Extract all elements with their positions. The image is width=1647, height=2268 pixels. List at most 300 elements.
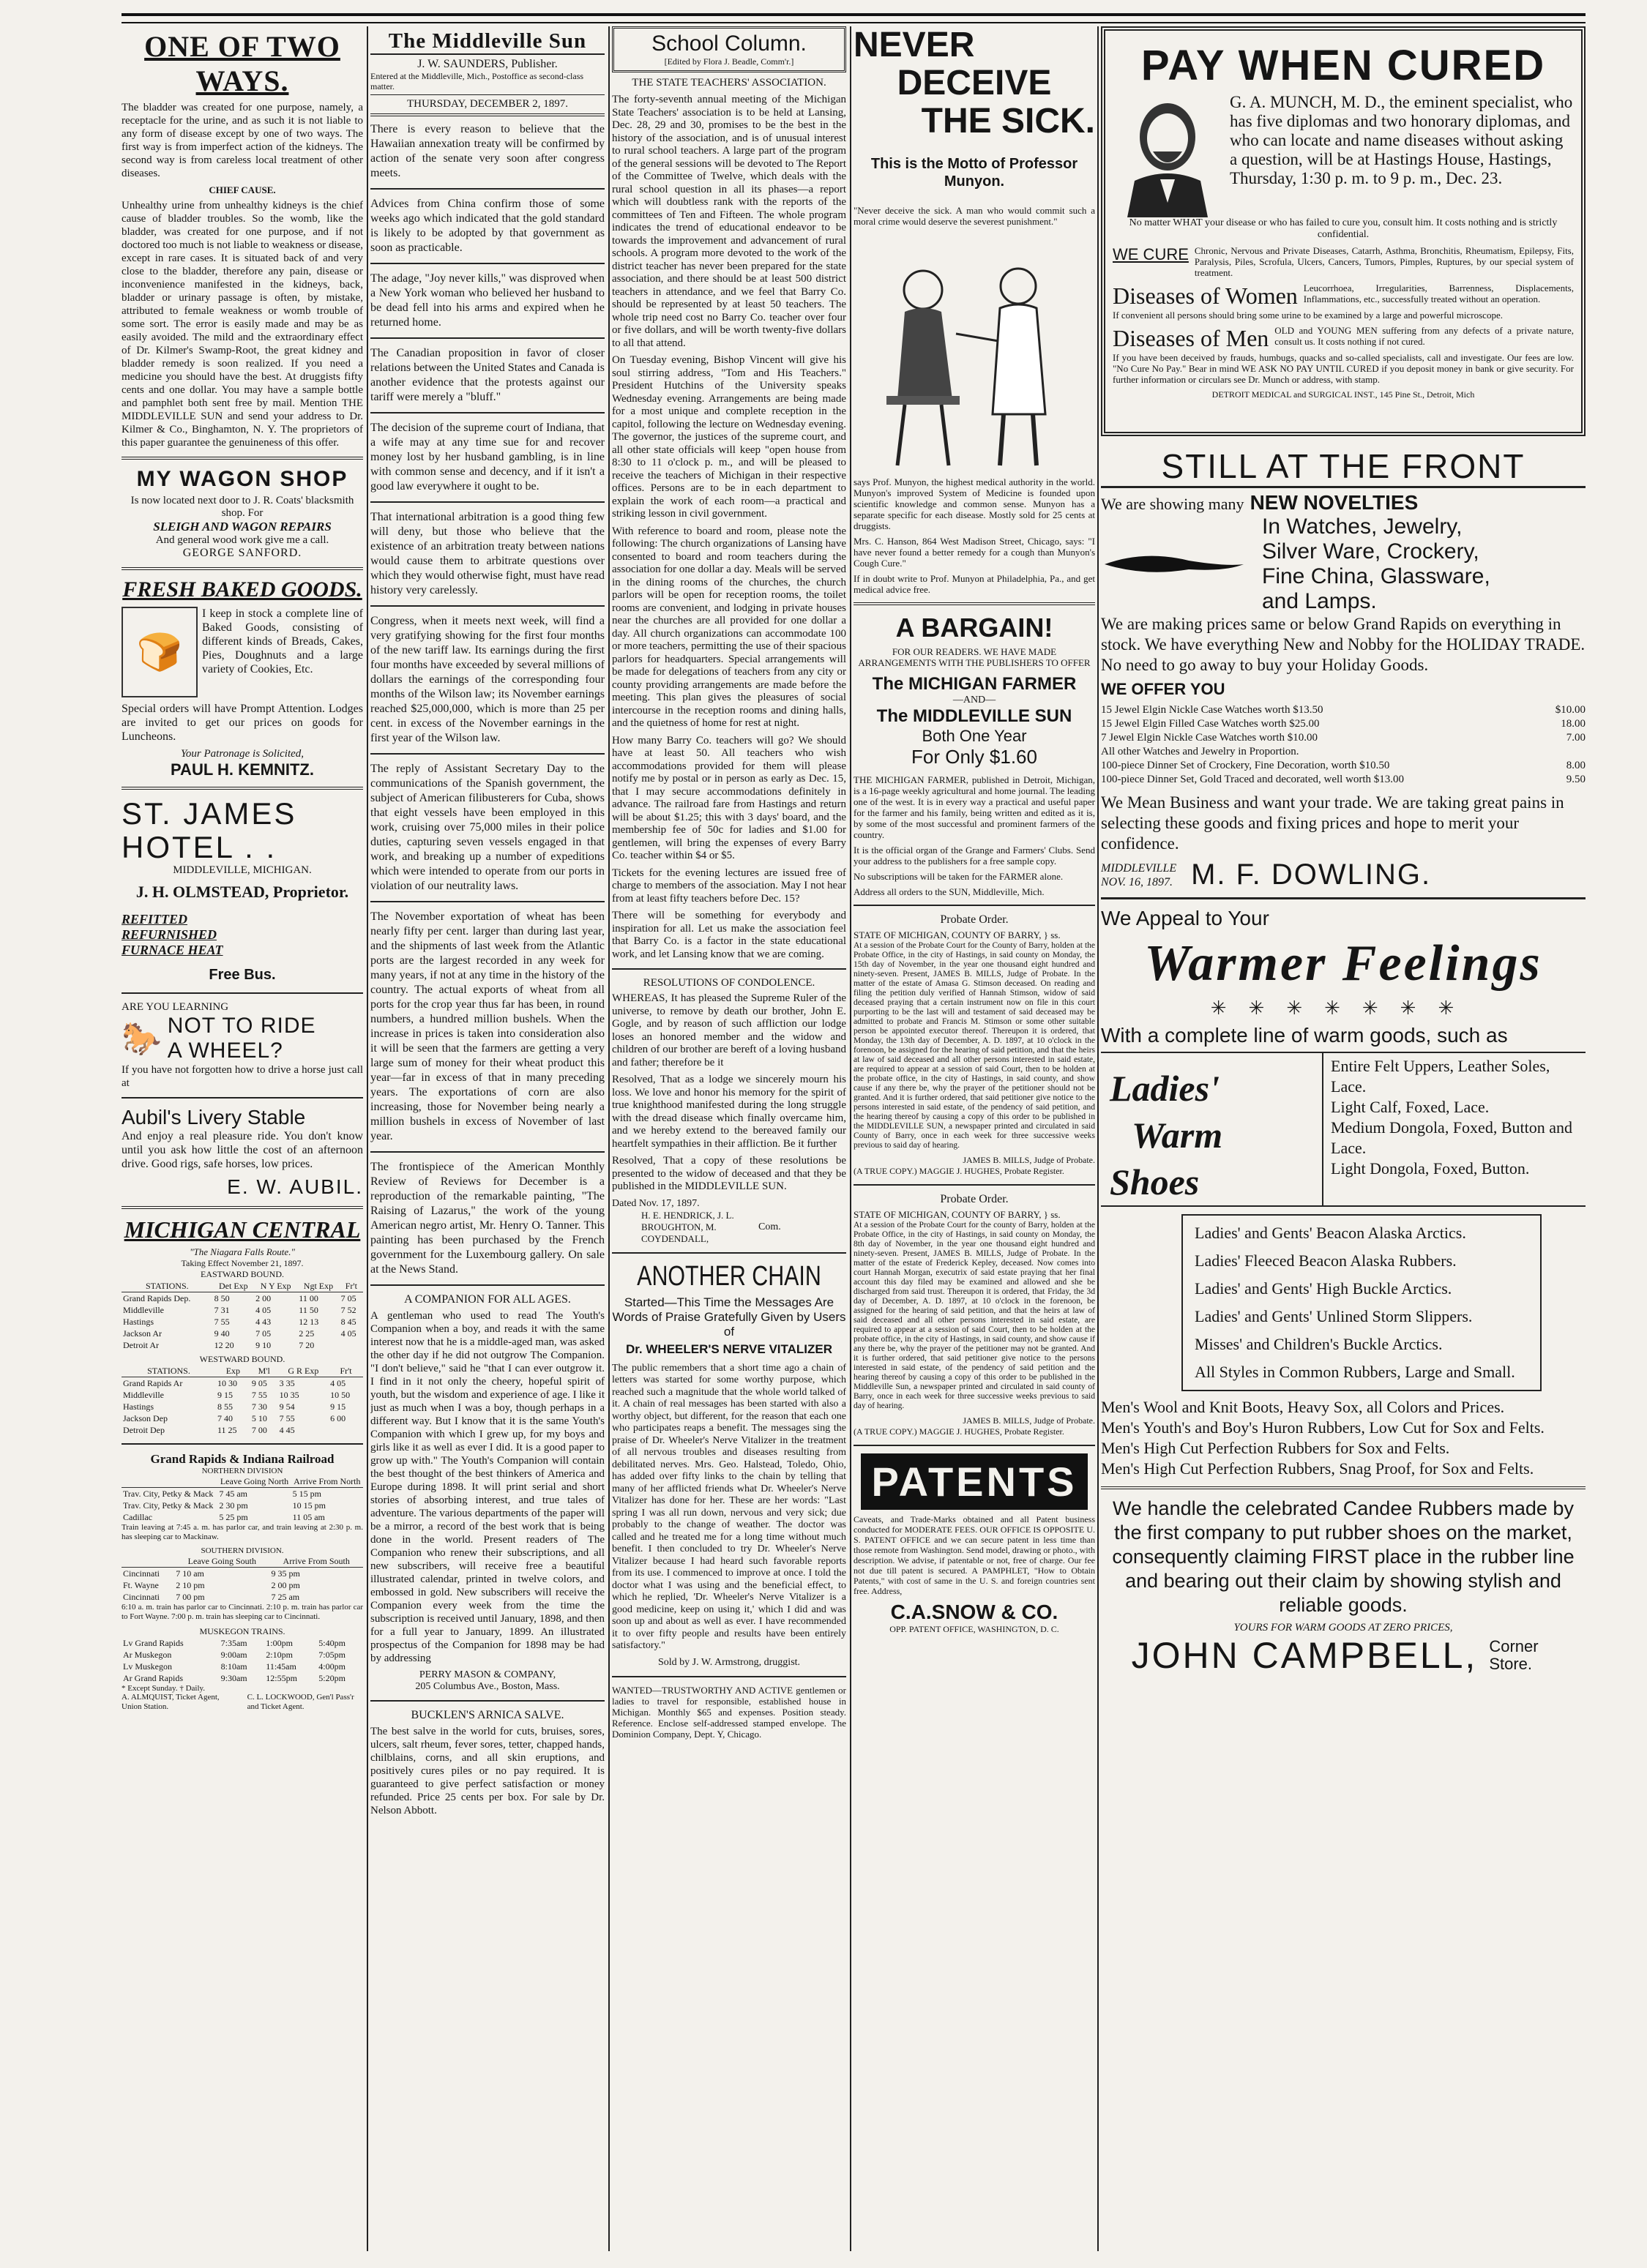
table-cell: 7 55	[214, 1317, 230, 1327]
table-cell: 2 30 pm	[219, 1500, 248, 1511]
never-headline: THE SICK.	[921, 102, 1095, 141]
ad-text: We are showing many	[1101, 495, 1244, 513]
masthead-title: The Middleville Sun	[370, 29, 605, 55]
table-header: STATIONS.	[122, 1365, 216, 1377]
divider	[854, 1445, 1095, 1446]
offer-row	[1101, 731, 1586, 745]
table-cell: Lv Muskegon	[123, 1661, 172, 1672]
table-cell: Grand Rapids Dep.	[123, 1293, 191, 1303]
timetable-south	[122, 1555, 363, 1603]
divider	[122, 1097, 363, 1099]
bargain-title: A BARGAIN!	[895, 613, 1053, 643]
timetable-note: Train leaving at 7:45 a. m. has parlor car, and train leaving at 2:30 p. m. has sleeping car to Mackinaw.	[122, 1523, 363, 1541]
ad-text: We Mean Business and want your trade. We are taking great pains in selecting these goods and fixing prices and hope to merit your confidence.	[1101, 793, 1564, 853]
offer-price: $10.00	[1555, 704, 1586, 716]
table-cell: 7 30	[251, 1401, 267, 1412]
article-paragraph: A gentleman who used to read The Youth's Companion when a boy, and reads it with the same interest now that he is a middle-aged man, was asked the other day if he did not outgrow The Companion. "I don't believe," said he "that I can ever outgrow it. I find in it not only the cheery, hopeful spirit of youth, but the wisdom and experience of age. I like it just as much when I was a boy, though perhaps in a different way. But I know that it is the same Youth's Companion with which I grew up, for my boys and girls like it as well as ever I did. It is a good paper to grow up with." The Youth's Companion will contain the best thought of the best thinkers of America and Europe during 1898. It will print serial and short stories of absorbing interest, and true tales of adventure. The various departments of the paper will be a mirror, a record of the best work that is being done in the world. Present readers of The Companion who renew their subscriptions, and all new subscribers, will receive free a beautiful illustrated calendar, printed in twelve colors, and embossed in gold. New subscribers will receive the Companion every week from the time the subscription is received until January, 1898, and then for a full year to January, 1899. An illustrated prospectus of the Companion for 1898 may be had by addressing	[370, 1310, 605, 1664]
divider	[370, 1151, 605, 1153]
star-ornaments-icon: ✳✳✳✳✳✳✳	[1210, 998, 1476, 1019]
table-cell: 7 00	[251, 1425, 267, 1435]
munch-ad-text: G. A. MUNCH, M. D., the eminent specialist, who has five diplomas and two honorary diplomas, and who can locate and name diseases without asking a question, will be at Hastings House, Hastings, Thursday, 1:30 p. m. to 9 p. m., Dec. 23.	[1230, 93, 1573, 187]
ad-signature: GEORGE SANFORD.	[182, 547, 302, 559]
article-paragraph: On Tuesday evening, Bishop Vincent will give his soul stirring address, "Tom and His Teachers." President Hutchins of the University speaks Wednesday evening. Arrangements are being made for a most unique and complete reception in the capitol, following the lecture on Wednesday evening. The governor, the justices of the supreme court, and all other state officials will keep "open house from 8:30 to 11 o'clock p. m., and will be pleased to receive the teachers of Michigan in their respective offices. Persons are to be in each department to explain the work of each room—a practical and striking lesson in civil government.	[612, 354, 846, 520]
list-item: Light Calf, Foxed, Lace.	[1331, 1098, 1490, 1116]
ladies-label: Warm	[1132, 1115, 1223, 1156]
article-title: THE STATE TEACHERS' ASSOCIATION.	[632, 77, 826, 89]
table-cell: 6 00	[330, 1413, 346, 1423]
complete-line: With a complete line of warm goods, such as	[1101, 1024, 1508, 1047]
divider	[122, 787, 363, 790]
ad-quote: "Never deceive the sick. A man who would commit such a moral crime would deserve the severest punishment."	[854, 205, 1095, 227]
table-cell: 11 25	[217, 1425, 237, 1435]
divider	[370, 501, 605, 503]
table-cell: 9:00am	[220, 1650, 247, 1660]
hotel-proprietor: J. H. OLMSTEAD, Proprietor.	[135, 883, 349, 901]
railroad-subtitle: "The Niagara Falls Route."	[190, 1246, 295, 1257]
table-row	[122, 1304, 363, 1316]
column-divider	[608, 26, 610, 2251]
article-title: RESOLUTIONS OF CONDOLENCE.	[643, 977, 815, 989]
ad-text: No matter WHAT your disease or who has failed to cure you, consult him. It costs nothing and is strictly confidential.	[1129, 217, 1558, 240]
table-cell: Grand Rapids Ar	[123, 1378, 183, 1388]
table-cell: 9:30am	[220, 1673, 247, 1683]
hotel-feature: FURNACE HEAT	[122, 943, 223, 957]
timetable-note: * Except Sunday. † Daily.	[122, 1684, 206, 1693]
table-row	[122, 1377, 363, 1390]
column-3	[612, 26, 846, 2251]
we-cure-label: WE CURE	[1113, 245, 1189, 263]
table-row	[122, 1568, 363, 1580]
munch-ad	[1101, 26, 1586, 436]
editorial-paragraph: The November exportation of wheat has been nearly fifty per cent. larger than during last year, and the shipments of last week from the Atlantic ports are the largest recorded in any week for many years, if not at any time in the history of the country. The actual exports of wheat from all ports for the crop year thus far has been, in round numbers, a hundred million bushels. When the increase in prices is taken into consideration also it will be seen that the farmers are getting a very large sum of money for their wheat product this year—far in excess of that in many preceding years. The exportations of corn are also increasing, those for November being nearly a million bushels in excess of November of last year.	[370, 910, 605, 1142]
ad-text: If you have been deceived by frauds, humbugs, quacks and so-called specialists, call and investigate. Our fees are low. "No Cure No Pay." Bear in mind WE ASK NO PAY UNTIL CURED if you deposit money in bank or give security. For further information or circulars see Dr. Munch or address, with stamp.	[1113, 352, 1574, 385]
table-cell: Detroit Ar	[123, 1340, 159, 1350]
warmer-feelings-title: Warmer Feelings	[1144, 935, 1542, 992]
list-item: Medium Dongola, Foxed, Button and Lace.	[1331, 1118, 1572, 1157]
hotel-place: MIDDLEVILLE, MICHIGAN.	[173, 864, 312, 876]
divider	[370, 753, 605, 755]
men-title: Diseases of Men	[1113, 325, 1269, 351]
candee-text: We handle the celebrated Candee Rubbers made by the first company to put rubber shoes on the market, consequently claiming FIRST place in the rubber line and bearing out their claim by showing stylish and reliable goods.	[1112, 1497, 1575, 1616]
ad-text: Chronic, Nervous and Private Diseases, Catarrh, Asthma, Bronchitis, Rheumatism, Epilepsy, Fits, Paralysis, Piles, Scrofula, Ulcers, Cancers, Tumors, Pimples, Ruptures, by our special system of treatment.	[1194, 245, 1574, 278]
table-cell: 7 52	[340, 1305, 356, 1315]
two-ways-title: ONE OF TWO WAYS.	[144, 30, 340, 97]
subheading: CHIEF CAUSE.	[209, 184, 276, 195]
divider	[122, 992, 363, 994]
table-cell: 1:00pm	[266, 1638, 293, 1648]
article-paragraph: With reference to board and room, please note the following: The church organizations of Lansing have consented to board and room teachers during the association for one dollar a day. Meals will be served in the dining rooms of the churches, the church parlors will be open for reception rooms, the toilet rooms are convenient, and lodging in private houses near the churches are all provided for one dollar a day. All church organizations can accommodate 100 or more teachers, permitting the use of their spacious parlors for headquarters. Special arrangements will be made for delegations of teachers from any city or county providing arrangements are made before the meeting. This plan gives the pleasures of social intercourse in the reception rooms and dining halls, and the quietness of home for rest at night.	[612, 525, 846, 729]
timetable-west	[122, 1365, 363, 1436]
list-item: Misses' and Children's Buckle Arctics.	[1195, 1335, 1443, 1353]
table-cell: 7 55	[251, 1390, 267, 1400]
ad-text: FOR OUR READERS. WE HAVE MADE ARRANGEMENTS WITH THE PUBLISHERS TO OFFER	[858, 646, 1091, 668]
baked-goods-title: FRESH BAKED GOODS.	[122, 577, 362, 602]
divider	[370, 263, 605, 264]
table-row	[122, 1672, 363, 1684]
table-cell: Ar Grand Rapids	[123, 1673, 183, 1683]
bargain-price: For Only $1.60	[911, 746, 1037, 768]
offer-list	[1101, 703, 1586, 787]
table-cell: 7 20	[299, 1340, 315, 1350]
table-header: M'l	[250, 1365, 278, 1377]
chain-product: Dr. WHEELER'S NERVE VITALIZER	[625, 1341, 833, 1356]
offer-price: 8.00	[1566, 760, 1586, 771]
table-cell: 4 05	[255, 1305, 272, 1315]
legal-notice: At a session of the Probate Court for the County of Barry, holden at the Probate Office, in the city of Hastings, in said county on Monday, the 15th day of November, in the year one thousand eight hundred and ninety-seven. Present, JAMES B. MILLS, Judge of Probate. In the matter of the estate of Amasa G. Stimson deceased. On reading and filing the petition duly verified of Hannah Stimson, widow of said deceased praying that a certain instrument now on file in this court purporting to be the last will and testament of said deceased may be admitted to probate and Francis M. Stimson or some other suitable person be appointed executor thereof. Thereupon it is ordered, that Monday, the 13th day of December, A. D. 1897, at 10 o'clock in the forenoon, be assigned for the hearing of said petition, and that the heirs at law of said deceased and all other persons interested in said estate, are required to appear at a session of said Court, then to be holden at the probate office, in the city of Hastings, in said county, and show cause if any there be, why the prayer of the petitioner should not be granted. And it is further ordered, that said petitioner give notice to the persons interested in said estate, of the pendency of said petition, and the hearing thereof by causing a copy of this order to be published in the MIDDLEVILLE SUN, a newspaper printed and circulated in said County of Barry, once in each week for three successive weeks previous to said day of hearing.	[854, 941, 1095, 1150]
divider	[370, 1700, 605, 1702]
table-cell: 5:20pm	[318, 1673, 346, 1683]
timetable-heading: NORTHERN DIVISION	[201, 1467, 283, 1475]
timetable-east	[122, 1280, 363, 1351]
offer-row	[1101, 717, 1586, 731]
list-item: Entire Felt Uppers, Leather Soles, Lace.	[1331, 1057, 1550, 1096]
table-cell: Hastings	[123, 1401, 154, 1412]
divider	[370, 605, 605, 607]
patents-company: C.A.SNOW & CO.	[890, 1601, 1058, 1623]
table-cell: Cincinnati	[123, 1568, 160, 1579]
article-title: BUCKLEN'S ARNICA SALVE.	[411, 1709, 564, 1721]
offer-item: 15 Jewel Elgin Filled Case Watches worth $25.00	[1101, 718, 1320, 730]
table-header	[122, 1475, 217, 1488]
table-header: Arrive From North	[291, 1475, 363, 1488]
article-paragraph: Unhealthy urine from unhealthy kidneys is the chief cause of bladder troubles. So the womb, like the bladder, was created for one purpose, and if not doctored too much is not liable to weakness or disease, except in rare cases. It is situated back of and very close to the bladder, therefore any pain, disease or inconvenience manifested in the kidneys, back, bladder or urinary passage is often, by mistake, attributed to female weakness or womb trouble of some sort. The error is easily made and may be as easily avoided. The mild and the extraordinary effect of Dr. Kilmer's Swamp-Root, the great kidney and bladder remedy is soon realized. If you need a medicine you should have the best. At druggists fifty cents and one dollar. You may have a sample bottle and pamphlet both sent free by mail. Mention THE MIDDLEVILLE SUN and send your address to Dr. Kilmer & Co., Binghamton, N. Y. The proprietors of this paper guarantee the genuineness of this offer.	[122, 200, 363, 449]
divider	[1101, 1486, 1586, 1489]
article-paragraph: Resolved, That a copy of these resolutions be presented to the widow of deceased and that they be published in the MIDDLEVILLE SUN.	[612, 1155, 846, 1192]
table-cell: 9 35 pm	[271, 1568, 300, 1579]
wagon-shop-title: MY WAGON SHOP	[136, 467, 348, 491]
article-paragraph: The bladder was created for one purpose, namely, a receptacle for the urine, and as such it is not liable to any form of disease except by one of two ways. The first way is from imperfect action of the kidneys. The second way is from careless local treatment of other diseases.	[122, 102, 363, 179]
table-cell: 11 00	[299, 1293, 318, 1303]
school-column-editor: [Edited by Flora J. Beadle, Comm'r.]	[664, 56, 794, 67]
ad-text: —AND—	[952, 695, 996, 706]
timetable-heading: MUSKEGON TRAINS.	[199, 1626, 285, 1636]
corner-store: Corner Store.	[1489, 1637, 1539, 1673]
ad-text: We are making prices same or below Grand Rapids on everything in stock. We have everything New and Nobby for the HOLIDAY TRADE. No need to go away to buy your Holiday Goods.	[1101, 615, 1586, 674]
ad-headline: A WHEEL?	[167, 1038, 283, 1063]
institute-address: DETROIT MEDICAL and SURGICAL INST., 145 Pine St., Detroit, Mich	[1211, 389, 1475, 400]
table-cell: 8 50	[214, 1293, 230, 1303]
editorial-paragraph: Congress, when it meets next week, will find a very gratifying showing for the first four months of the new tariff law. Its earnings during the first four months have exceeded by several millions of dollars the earnings of the corresponding four months of the Wilson law; its November earnings reached $25,000,000, which is more than 25 per cent. in excess of the November earnings in the first year of the Wilson law.	[370, 615, 605, 744]
rubber-list	[1195, 1223, 1528, 1382]
table-row	[122, 1389, 363, 1401]
table-cell: 4 45	[279, 1425, 295, 1435]
table-cell: 8 45	[340, 1317, 356, 1327]
divider	[370, 412, 605, 413]
table-cell: 7:35am	[220, 1638, 247, 1648]
timetable-heading: EASTWARD BOUND.	[201, 1269, 284, 1279]
offer-price: 7.00	[1566, 732, 1586, 744]
list-item: All Styles in Common Rubbers, Large and Small.	[1195, 1363, 1515, 1381]
table-row	[122, 1511, 363, 1523]
table-cell: 12 20	[214, 1340, 234, 1350]
ad-text: If you have not forgotten how to drive a horse just call at	[122, 1064, 363, 1089]
table-cell: 10 50	[330, 1390, 351, 1400]
ad-text: SLEIGH AND WAGON REPAIRS	[153, 520, 332, 534]
article-address: 205 Columbus Ave., Boston, Mass.	[415, 1681, 560, 1692]
table-header: Fr't	[329, 1365, 363, 1377]
never-headline: NEVER	[854, 26, 975, 64]
table-cell	[340, 1339, 363, 1351]
table-cell: 7 31	[214, 1305, 230, 1315]
probate-heading: STATE OF MICHIGAN, COUNTY OF BARRY, } ss.	[854, 929, 1061, 940]
table-row	[122, 1591, 363, 1603]
offer-item: 7 Jewel Elgin Nickle Case Watches worth $10.00	[1101, 732, 1318, 744]
list-item: Men's Wool and Knit Boots, Heavy Sox, all Colors and Prices.	[1101, 1398, 1505, 1416]
table-header: Exp	[216, 1365, 250, 1377]
pay-when-cured-title: PAY WHEN CURED	[1140, 42, 1546, 89]
offer-item: 100-piece Dinner Set of Crockery, Fine Decoration, worth $10.50	[1101, 760, 1390, 771]
table-cell: 5 25 pm	[219, 1512, 248, 1522]
column-5	[1101, 26, 1586, 2251]
divider	[122, 457, 363, 460]
article-paragraph: WHEREAS, It has pleased the Supreme Ruler of the universe, to remove by death our brother, John E. Gogle, and by reason of such affliction our lodge loses an honored member and the widow and children of our brother are bereft of a loving husband and father; therefore be it	[612, 992, 846, 1068]
ad-text: I keep in stock a complete line of Baked Goods, consisting of different kinds of Breads, Cakes, Pies, Doughnuts and a large variety of Cookies, Etc.	[202, 607, 363, 675]
appeal-heading: We Appeal to Your	[1101, 907, 1269, 929]
hotel-bus: Free Bus.	[209, 967, 276, 983]
probate-copy: (A TRUE COPY.) MAGGIE J. HUGHES, Probate Register.	[854, 1426, 1064, 1437]
editorial-paragraph: The Canadian proposition in favor of closer relations between the United States and Canada is another evidence that the protests against our tariff were merely a "bluff."	[370, 347, 605, 403]
ad-text: If convenient all persons should bring some urine to be examined by a large and powerful microscope.	[1113, 310, 1503, 321]
ladies-label: Ladies'	[1110, 1068, 1220, 1109]
offer-row	[1101, 759, 1586, 773]
learning-text: ARE YOU LEARNING	[122, 1001, 229, 1013]
table-cell: 9 10	[255, 1340, 272, 1350]
editorial-paragraph: The reply of Assistant Secretary Day to the communications of the Spanish government, the subject of American filibusterers for Cuba, shows that eight vessels have been employed in this work, cruising over 75,000 miles in their police duties, capturing seven vessels engaged in that work, and breaking up a number of expeditions which were intended to operate from our ports in violation of our neutrality laws.	[370, 763, 605, 892]
table-cell: 2 25	[299, 1328, 315, 1339]
list-item: Men's High Cut Perfection Rubbers, Snag Proof, for Sox and Felts.	[1101, 1459, 1534, 1478]
table-cell: 9 05	[251, 1378, 267, 1388]
article-paragraph: The best salve in the world for cuts, bruises, sores, ulcers, salt rheum, fever sores, tetter, chapped hands, chilblains, corns, and all skin eruptions, and positively cures piles or no pay required. It is guaranteed to give perfect satisfaction or money refunded. Price 25 cents per box. For sale by Dr. Nelson Abbott.	[370, 1726, 605, 1816]
article-paragraph: The public remembers that a short time ago a chain of letters was started for some worthy purpose, which reached such a magnitude that the whole world talked of it. A chain of real messages has been started with also a worthy object, but different, for the reason that each one who participates reaps a benefit. The messages sing the praise of Dr. Wheeler's Nerve Vitalizer in the treatment of all nervous troubles and diseases resulting from debilitated nerves. Mrs. Geo. Halstead, Toledo, Ohio, has added over fifty links to the chain by telling that many of her afflicted friends what Dr. Wheeler's Nerve Vitalizer has done for her. These are her words: "Last spring I was all run down, nervous and very sick; due probably to the change of weather. The doctor was called and he treated me for a long time without much benefit. I then concluded to try Dr. Wheeler's Nerve Vitalizer because I had heard such favorable reports from its use. I commenced to improve at once. I told the doctor what I was using and the beneficial effect, to which he replied, 'Dr. Wheeler's Nerve Vitalizer is a good medicine, keep on using it,' which I did and was soon up and about as well as ever. I have recommended it to over fifty people and results have been entirely satisfactory."	[612, 1362, 846, 1651]
ad-text: Mrs. C. Hanson, 864 West Madison Street, Chicago, says: "I have never found a better remedy for a cough than Munyon's Cough Cure."	[854, 536, 1095, 569]
table-cell: Detroit Dep	[123, 1425, 165, 1435]
table-cell: 11:45am	[266, 1661, 296, 1672]
editorial-paragraph: The decision of the supreme court of Indiana, that a wife may at any time sue for and recover money lost by her husband gambling, is in line with common sense and decency, and if it isn't a good law everywhere it ought to be.	[370, 422, 605, 493]
women-title: Diseases of Women	[1113, 282, 1298, 309]
top-rule	[122, 13, 1586, 23]
timetable-north	[122, 1475, 363, 1523]
divider	[122, 1443, 363, 1445]
offer-price: 9.50	[1566, 774, 1586, 785]
yours-line: YOURS FOR WARM GOODS AT ZERO PRICES,	[1233, 1622, 1453, 1633]
table-cell: 2 10 pm	[176, 1580, 205, 1590]
agent-name: C. L. LOCKWOOD, Gen'l Pass'r and Ticket Agent.	[247, 1693, 354, 1711]
probate-copy: (A TRUE COPY.) MAGGIE J. HUGHES, Probate Register.	[854, 1166, 1064, 1176]
offer-price: 18.00	[1561, 718, 1586, 730]
patents-banner	[861, 1453, 1088, 1510]
table-row	[122, 1339, 363, 1351]
list-item: Ladies' and Gents' Beacon Alaska Arctics.	[1195, 1224, 1466, 1242]
ad-signature: PAUL H. KEMNITZ.	[171, 760, 314, 779]
legal-notice: At a session of the Probate Court for the county of Barry, holden at the Probate Office, in the city of Hastings, in said county on Monday, the 8th day of November, in the year one thousand eight hundred and ninety-seven. Present, JAMES B. MILLS, Judge of Probate. In the matter of the estate of Frederick Kepley, deceased. Now comes into court Hannah Morgan, executrix of said estate praying that her final account this day filed may be examined and allowed and she be discharged from said trust. Thereupon it is ordered, that Friday, the 3d day of December, A. D. 1897, at 10 o'clock in the forenoon, be assigned for the hearing of said petition, and that the heirs at law of said deceased and all other persons interested in said estate, are required to appear at a session of said Court, then to be holden at the probate office, in the city of Hastings, in said county, and show cause if any there be, why the prayer of the petitioner may not be granted. And it is further ordered, that said petitioner give notice to the persons interested in said estate, of the pendency of said petition and the hearing thereof by causing a copy of this order to be published in the Middleville Sun, a newspaper printed and circulated in said county of Barry, once in each week for three successive weeks previous to said day of hearing.	[854, 1221, 1095, 1410]
column-1	[122, 26, 363, 2251]
editorial-paragraph: The adage, "Joy never kills," was disproved when a New York woman who believed her husband to be dead fell into his arms and expired when he returned home.	[370, 272, 605, 329]
article-address: PERRY MASON & COMPANY,	[419, 1669, 556, 1680]
table-cell: 7 10 am	[176, 1568, 204, 1579]
list-item: Men's Youth's and Boy's Huron Rubbers, Low Cut for Sox and Felts.	[1101, 1418, 1545, 1437]
probate-title: Probate Order.	[940, 1193, 1009, 1205]
table-row	[122, 1500, 363, 1511]
table-row	[122, 1637, 363, 1649]
table-header: Det Exp	[213, 1280, 254, 1292]
divider	[370, 901, 605, 902]
table-row	[122, 1412, 363, 1424]
offer-row	[1101, 745, 1586, 759]
ad-text: Is now located next door to J. R. Coats' blacksmith shop. For	[130, 495, 354, 519]
timetable-heading: SOUTHERN DIVISION.	[201, 1546, 284, 1555]
editorial-paragraph: That international arbitration is a good thing few will deny, but those who believe that the existence of an arbitration treaty between nations would cause them to arbitrate questions over which they would otherwise fight, must have read history very carelessly.	[370, 511, 605, 596]
table-header: G R Exp	[278, 1365, 329, 1377]
table-cell: 9 15	[217, 1390, 233, 1400]
divider	[370, 188, 605, 190]
probate-heading: STATE OF MICHIGAN, COUNTY OF BARRY, } ss.	[854, 1209, 1061, 1220]
table-cell: 9 54	[279, 1401, 295, 1412]
doctor-portrait-icon	[1113, 93, 1222, 217]
table-cell: 7 00 pm	[176, 1592, 205, 1602]
ad-text: Caveats, and Trade-Marks obtained and all Patent business conducted for MODERATE FEES. OUR OFFICE IS OPPOSITE U. S. PATENT OFFICE and we can secure patent in less time than those remote from Washington. Send model, drawing or photo., with description. We advise, if patentable or not, free of charge. Our fee not due till patent is secured. A PAMPHLET, "How to Obtain Patents," with cost of same in the U. S. and foreign countries sent free. Address,	[854, 1514, 1095, 1596]
horse-icon: 🐎	[122, 1021, 162, 1057]
livery-title: Aubil's Livery Stable	[122, 1106, 306, 1129]
divider	[122, 567, 363, 570]
patents-title: PATENTS	[871, 1459, 1078, 1505]
article-paragraph: There will be something for everybody and inspiration for all. Let us make the association feel that Barry Co. is a factor in the state educational work, and let Lansing know that we are coming.	[612, 910, 846, 960]
table-cell: 4:00pm	[318, 1661, 346, 1672]
table-cell: 10 35	[279, 1390, 299, 1400]
article-paragraph: Resolved, That as a lodge we sincerely mourn his loss. We love and honor his memory for the spirit of true knighthood manifested during the long struggle with the dread disease which finally overcame him, and we hereby extend to the bereaved family our heartfelt sympathies in their affliction. Be it further	[612, 1074, 846, 1150]
divider	[854, 602, 1095, 605]
divider	[122, 1206, 363, 1209]
table-header	[122, 1555, 174, 1568]
list-item: Light Dongola, Foxed, Button.	[1331, 1159, 1530, 1178]
ad-signature: E. W. AUBIL.	[227, 1175, 363, 1198]
table-header: STATIONS.	[122, 1280, 213, 1292]
table-cell: 4 05	[330, 1378, 346, 1388]
novelty-line: and Lamps.	[1262, 589, 1377, 613]
table-cell: 9 15	[330, 1401, 346, 1412]
probate-signature: JAMES B. MILLS, Judge of Probate.	[963, 1415, 1095, 1426]
table-cell	[329, 1424, 363, 1436]
table-header: N Y Exp	[254, 1280, 297, 1292]
agent-name: A. ALMQUIST, Ticket Agent, Union Station.	[122, 1693, 220, 1711]
offer-row	[1101, 773, 1586, 787]
article-paragraph: How many Barry Co. teachers will go? We should have at least 50. All teachers who wish accommodations provided for them will please notify me by postal or in person as early as Dec. 15, that I may secure accommodations definitely in advance. The railroad fare from Hastings and return will be about $1.25; this with 3 days' board, and the membership fee of 50c for ladies and $1.00 for gentlemen, will bring the expenses of every Barry Co. teacher within $4 or $5.	[612, 734, 846, 861]
ad-text: THE MICHIGAN FARMER, published in Detroit, Michigan, is a 16-page weekly agricultural and home journal. The leading one of the west. It is in every way a practical and useful paper for the farmer and his family, being written and edited as it is, by some of the most successful and prominent farmers of the country.	[854, 774, 1095, 840]
classified-ad: WANTED—TRUSTWORTHY AND ACTIVE gentlemen or ladies to travel for responsible, established house in Michigan. Monthly $65 and expenses. Position steady. Reference. Enclose self-addressed stamped envelope. The Dominion Company, Dept. Y, Chicago.	[612, 1684, 846, 1740]
table-cell: 2:10pm	[266, 1650, 293, 1660]
table-cell: Trav. City, Petky & Mack	[123, 1489, 214, 1499]
table-row	[122, 1292, 363, 1305]
offer-item: 100-piece Dinner Set, Gold Traced and decorated, well worth $13.00	[1101, 774, 1405, 785]
resolution-committee: Com.	[758, 1221, 781, 1232]
table-cell: Trav. City, Petky & Mack	[123, 1500, 214, 1511]
probate-signature: JAMES B. MILLS, Judge of Probate.	[963, 1155, 1095, 1165]
ad-text: Leucorrhoea, Irregularities, Barrenness, Displacements, Inflammations, etc., successfully treated without an operation.	[1303, 282, 1574, 304]
dowling-place: MIDDLEVILLE	[1101, 861, 1177, 875]
ad-text: OLD and YOUNG MEN suffering from any defects of a private nature, consult us. It costs nothing if not cured.	[1274, 325, 1574, 347]
bread-loaf-icon: 🍞	[122, 607, 198, 697]
timetable-heading: WESTWARD BOUND.	[199, 1354, 285, 1364]
table-header: Leave Going South	[174, 1555, 269, 1568]
bargain-paper: The MIDDLEVILLE SUN	[876, 706, 1072, 726]
bargain-term: Both One Year	[922, 727, 1027, 745]
article-paragraph: The forty-seventh annual meeting of the Michigan State Teachers' association is to be held at Lansing, Dec. 28, 29 and 30, promises to be the best in the history of the association, and is of unusual interest to rural school teachers. A large part of the program of the general sessions will be devoted to The Report of the Committee of Twelve, which deals with the rural school question in all its phases—a report which will doubtless rank with the reports of the committees of Ten and Fifteen. The whole program indicates the trend of educational endeavor to be towards the improvement and advancement of rural schools. A program more devoted to the work of the district teacher has never been prepared for the state association, and there should be at least 500 district teachers in attendance, and we feel that Barry Co. should be represented by at least 50 teachers. The whole trip need cost no Barry Co. teacher over four or five dollars, and will be worth twenty-five dollars to all that attend.	[612, 94, 846, 349]
patents-address: OPP. PATENT OFFICE, WASHINGTON, D. C.	[889, 1624, 1059, 1634]
table-cell: 7 45 am	[219, 1489, 247, 1499]
dowling-date: NOV. 16, 1897.	[1101, 875, 1173, 888]
ad-text: Special orders will have Prompt Attention. Lodges are invited to get our prices on goods for Luncheons.	[122, 703, 363, 743]
table-cell: 8:10am	[220, 1661, 247, 1672]
divider	[612, 1676, 846, 1677]
table-row	[122, 1316, 363, 1328]
pen-flourish-icon	[1101, 539, 1247, 590]
offer-item: 15 Jewel Elgin Nickle Case Watches worth $13.50	[1101, 704, 1323, 716]
divider	[854, 1184, 1095, 1186]
table-cell: Ft. Wayne	[123, 1580, 159, 1590]
table-row	[122, 1579, 363, 1591]
table-cell: 7 40	[217, 1413, 233, 1423]
offer-item: All other Watches and Jewelry in Proportion.	[1101, 746, 1299, 757]
list-item: Ladies' and Gents' High Buckle Arctics.	[1195, 1279, 1452, 1298]
table-cell: 7 05	[340, 1293, 356, 1303]
divider	[370, 1284, 605, 1286]
campbell-name: JOHN CAMPBELL,	[1131, 1635, 1478, 1676]
ad-text: And enjoy a real pleasure ride. You don't know until you ask how little the cost of an afternoon drive. Good rigs, safe horses, low prices.	[122, 1130, 363, 1170]
novelty-line: Fine China, Glassware,	[1262, 564, 1490, 588]
ad-text: If in doubt write to Prof. Munyon at Philadelphia, Pa., and get medical advice free.	[854, 573, 1095, 595]
hotel-title: ST. JAMES HOTEL . .	[122, 796, 297, 864]
table-cell: Middleville	[123, 1305, 164, 1315]
table-cell: 4 05	[340, 1328, 356, 1339]
novelty-line: Silver Ware, Crockery,	[1262, 539, 1479, 564]
table-cell: 12:55pm	[266, 1673, 297, 1683]
bargain-paper: The MICHIGAN FARMER	[872, 674, 1077, 694]
list-item: Ladies' Fleeced Beacon Alaska Rubbers.	[1195, 1251, 1457, 1270]
resolution-names: H. E. HENDRICK, J. L. BROUGHTON, M. COYDENDALL,	[641, 1209, 734, 1244]
ad-text: It is the official organ of the Grange and Farmers' Clubs. Send your address to the publishers for a free sample copy.	[854, 845, 1095, 867]
resolution-date: Dated Nov. 17, 1897.	[612, 1197, 700, 1209]
divider	[612, 968, 846, 970]
table-cell: 10 15 pm	[292, 1500, 326, 1511]
table-cell: 4 43	[255, 1317, 272, 1327]
table-cell: Ar Muskegon	[123, 1650, 172, 1660]
shoe-list	[1331, 1056, 1586, 1179]
table-cell: 7 25 am	[271, 1592, 300, 1602]
probate-title: Probate Order.	[940, 913, 1009, 926]
table-header: Fr't	[340, 1280, 363, 1292]
railroad-effective: Taking Effect November 21, 1897.	[181, 1258, 304, 1268]
table-cell: 3 35	[279, 1378, 295, 1388]
masthead-entered: Entered at the Middleville, Mich., Postoffice as second-class matter.	[370, 71, 605, 95]
table-cell: 7 55	[279, 1413, 295, 1423]
list-item: Men's High Cut Perfection Rubbers for Sox and Felts.	[1101, 1439, 1450, 1457]
table-cell: 2 00 pm	[271, 1580, 300, 1590]
ad-text: Your Patronage is Solicited,	[180, 748, 305, 760]
timetable-muskegon	[122, 1637, 363, 1684]
offer-heading: WE OFFER YOU	[1101, 680, 1225, 698]
table-cell: 7:05pm	[318, 1650, 346, 1660]
school-column-title: School Column.	[651, 31, 807, 56]
table-cell: 2 00	[255, 1293, 272, 1303]
table-row	[122, 1328, 363, 1339]
ad-text: No subscriptions will be taken for the FARMER alone.	[854, 871, 1064, 882]
article-paragraph: Tickets for the evening lectures are issued free of charge to members of the association. May I not hear from at least fifty teachers before Dec. 15?	[612, 867, 846, 905]
table-cell: 8 55	[217, 1401, 233, 1412]
munyon-motto: This is the Motto of Professor Munyon.	[870, 156, 1078, 190]
table-header: Ngt Exp	[297, 1280, 339, 1292]
table-cell: 7 05	[255, 1328, 272, 1339]
divider	[854, 905, 1095, 906]
column-divider	[850, 26, 851, 2251]
